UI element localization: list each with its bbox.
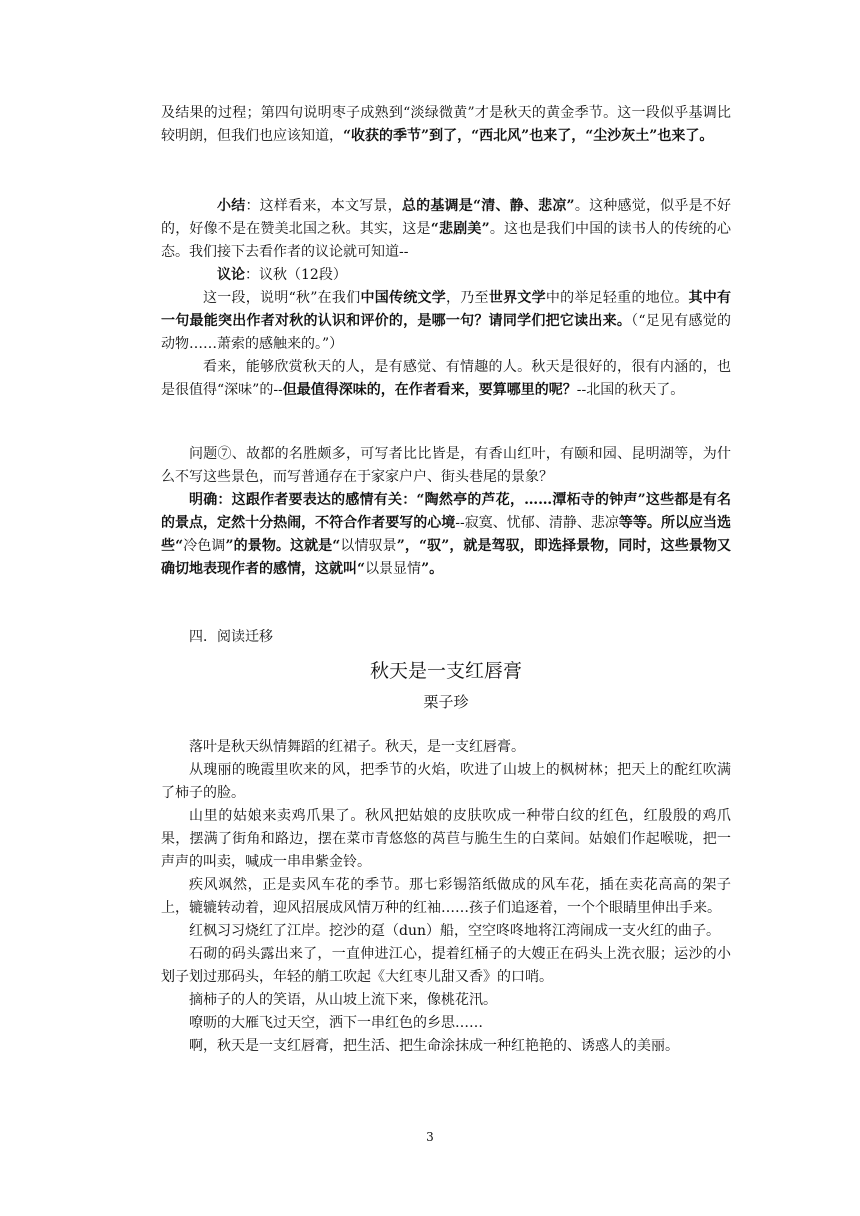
paragraph-zaozi-season — [161, 102, 731, 148]
para2-bold-3: 其中有一句最能突出作者对秋的认识和评价的，是哪一句？请同学们把它读出来。 — [161, 290, 732, 329]
poem-paragraph: 摘柿子的人的笑语，从山坡上流下来，像桃花汛。 — [189, 992, 497, 1008]
summary-text-2: 。这种感觉，似乎是不好的，好像不是在赞美北国之秋。其实，这是 — [161, 198, 732, 237]
poem-paragraph: 石砌的码头露出来了，一直伸进江心，提着红桶子的大嫂正在码头上洗衣服；运沙的小划子划过那码头，年轻的艄工吹起《大红枣儿甜又香》的口哨。 — [161, 946, 731, 985]
para2-text-3: 中的举足轻重的地位。 — [545, 290, 689, 306]
summary-bold-2: “悲剧美” — [430, 221, 490, 237]
para3-text-1: 看来，能够欣赏秋天的人，是有感觉、有情趣的人。秋天是很好的，很有内涵的，也是很值得“深味”的-- — [161, 359, 731, 398]
para1-text: 及结果的过程；第四句说明枣子成熟到“淡绿微黄”才是秋天的黄金季节。这一段似乎基调比较明朗，但我们也应该知道， — [161, 105, 731, 144]
summary-label: 小结 — [217, 198, 246, 214]
heading-discussion — [161, 264, 731, 287]
poem-paragraph: 疾风飒然，正是卖风车花的季节。那七彩锡箔纸做成的风车花，插在卖花高高的架子上，辘辘转动着，迎风招展成风情万种的红袖……孩子们追逐着，一个个眼睛里伸出手来。 — [161, 877, 731, 916]
question-7: 问题⑦、故都的名胜颇多，可写者比比皆是，有香山红叶，有颐和园、昆明湖等，为什么不写这些景色，而写普通存在于家家户户、街头巷尾的景象？ — [161, 446, 731, 485]
answer-bold-2: 等等。所以应当选些“ — [161, 515, 731, 554]
answer-text-4: 以景显情 — [365, 561, 422, 577]
summary-text-3: 。这也是我们中国的读书人的传统的心态。我们接下去看作者的议论就可知道-- — [161, 221, 732, 260]
section-heading: 四．阅读迁移 — [189, 629, 273, 645]
poem-paragraph: 从瑰丽的晚霞里吹来的风，把季节的火焰，吹进了山坡上的枫树林；把天上的酡红吹满了柿子的脸。 — [161, 762, 731, 801]
poem-paragraph: 嘹呖的大雁飞过天空，洒下一串红色的乡思…… — [189, 1015, 483, 1031]
para3-text-2: --北国的秋天了。 — [576, 382, 685, 398]
poem-title: 秋天是一支红唇膏 — [369, 660, 522, 682]
answer-bold-3: ”的景物。这就是“ — [225, 538, 341, 554]
poem-paragraph: 啊，秋天是一支红唇膏，把生活、把生命涂抹成一种红艳艳的、诱惑人的美丽。 — [189, 1038, 679, 1054]
poem-paragraph: 红枫习习烧红了江岸。挖沙的趸（dun）船，空空咚咚地将江湾闹成一支火红的曲子。 — [189, 923, 720, 939]
para2-bold-1: 中国传统文学 — [360, 290, 447, 306]
poem-author: 栗子珍 — [423, 693, 469, 711]
para2-text-2: ，乃至 — [446, 290, 489, 306]
paragraph-appreciate-autumn — [161, 356, 731, 402]
para2-bold-2: 世界文学 — [488, 290, 546, 306]
summary-bold-1: 总的基调是“清、静、悲凉” — [401, 198, 575, 214]
para2-text-1: 这一段，说明“秋”在我们 — [203, 290, 361, 306]
answer-bold-1: 明确：这跟作者要表达的感情有关：“陶然亭的芦花，……潭柘寺的钟声”这些都是有名的景点，定然十分热闹，不符合作者要写的心境 — [161, 492, 731, 531]
answer-text-2: 冷色调 — [183, 538, 226, 554]
para2-text-4: （“足见有感觉的动物……萧索的感触来的。”） — [161, 313, 731, 352]
paragraph-summary — [161, 195, 731, 264]
page-number: 3 — [426, 1130, 434, 1144]
discussion-text: ：议秋（12段） — [245, 267, 347, 283]
answer-text-1: --寂寞、忧郁、清静、悲凉 — [455, 515, 619, 531]
para3-bold-1: 但最值得深味的，在作者看来，要算哪里的呢？ — [282, 382, 577, 398]
answer-paragraph — [161, 489, 731, 581]
para1-bold: “收获的季节”到了，“西北风”也来了，“尘沙灰土”也来了。 — [343, 128, 714, 144]
poem-body — [161, 736, 731, 1058]
poem-paragraph: 落叶是秋天纵情舞蹈的红裙子。秋天，是一支红唇膏。 — [189, 739, 525, 755]
poem-paragraph: 山里的姑娘来卖鸡爪果了。秋风把姑娘的皮肤吹成一种带白纹的红色，红殷殷的鸡爪果，摆满了街角和路边，摆在菜市青悠悠的莴苣与脆生生的白菜间。姑娘们作起喉咙，把一声声的叫卖，喊成一串串紫金铃。 — [161, 808, 731, 870]
answer-bold-4: ”，“驭”，就是驾驭，即选择景物，同时，这些景物又确切地表现作者的感情，这就叫“ — [161, 538, 731, 577]
paragraph-autumn-literature — [161, 287, 731, 356]
summary-text-1: ：这样看来，本文写景， — [245, 198, 402, 214]
answer-bold-5: ”。 — [421, 561, 444, 577]
discussion-label: 议论 — [217, 267, 245, 283]
answer-text-3: 以情驭景 — [340, 538, 397, 554]
